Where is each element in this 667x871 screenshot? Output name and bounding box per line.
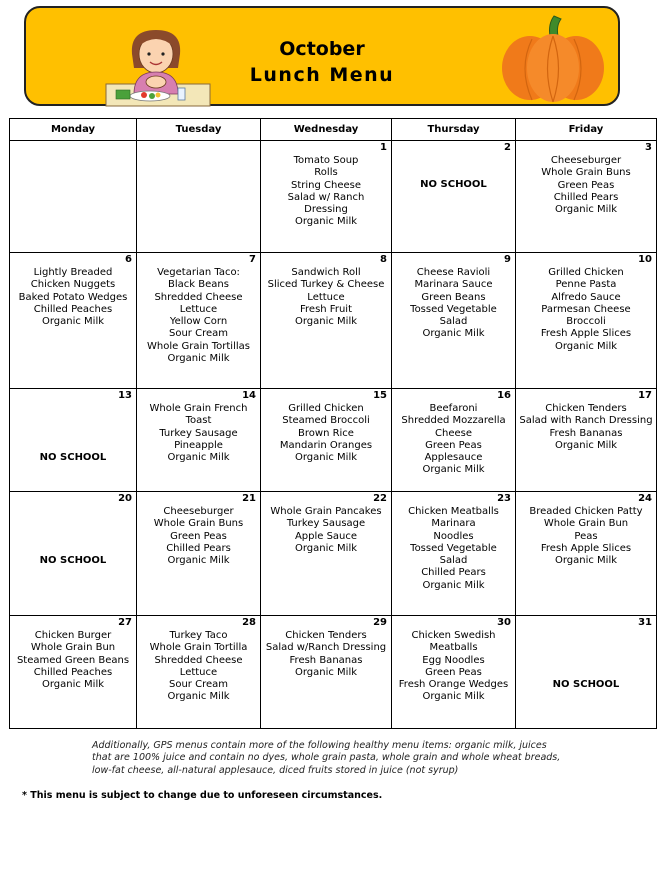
date-number: 28 <box>242 617 256 628</box>
menu-item: Whole Grain French <box>149 403 248 414</box>
footnote-line: Additionally, GPS menus contain more of the following healthy menu items: organic milk, juices <box>92 740 547 751</box>
menu-item: Meatballs <box>429 642 478 654</box>
menu-item: Organic Milk <box>554 439 618 451</box>
date-number: 21 <box>242 493 256 504</box>
menu-item: Tomato Soup <box>293 155 359 166</box>
menu-items <box>516 389 656 452</box>
menu-item: Fresh Bananas <box>549 427 623 439</box>
date-number: 2 <box>504 142 511 153</box>
day-cell <box>261 389 392 492</box>
day-cell <box>516 616 657 729</box>
menu-item: Organic Milk <box>554 340 618 352</box>
menu-item: Salad with Ranch Dressing <box>519 415 653 427</box>
date-number: 31 <box>638 617 652 628</box>
menu-items <box>392 492 515 592</box>
no-school-label: NO SCHOOL <box>39 452 107 463</box>
menu-item: Organic Milk <box>167 555 230 567</box>
date-number: 24 <box>638 493 652 504</box>
menu-items <box>10 141 136 155</box>
menu-item: Chicken Tenders <box>285 630 367 641</box>
menu-item: Fresh Apple Slices <box>540 542 632 554</box>
menu-item: Brown Rice <box>298 427 354 439</box>
menu-item: Alfredo Sauce <box>551 291 621 303</box>
week-row <box>10 616 657 729</box>
day-cell <box>392 141 516 253</box>
date-number: 7 <box>249 254 256 265</box>
date-number: 15 <box>373 390 387 401</box>
menu-items <box>516 253 656 353</box>
day-cell <box>516 141 657 253</box>
menu-item: Salad <box>439 316 468 328</box>
menu-item: Vegetarian Taco: <box>157 267 240 278</box>
menu-item: Sliced Turkey & Cheese <box>267 279 385 291</box>
menu-item: Broccoli <box>566 316 606 328</box>
day-cell <box>261 616 392 729</box>
menu-item: Organic Milk <box>294 216 358 228</box>
menu-item: Penne Pasta <box>555 279 617 291</box>
menu-item: Fresh Orange Wedges <box>398 679 509 691</box>
menu-item: Breaded Chicken Patty <box>529 506 643 517</box>
day-header-monday: Monday <box>10 119 137 141</box>
menu-item: Organic Milk <box>294 316 358 328</box>
day-header-wednesday: Wednesday <box>261 119 392 141</box>
date-number: 14 <box>242 390 256 401</box>
menu-item: Fresh Fruit <box>300 303 352 315</box>
menu-items <box>261 141 391 229</box>
menu-item: Organic Milk <box>422 328 485 340</box>
day-cell <box>137 492 261 616</box>
menu-items <box>261 492 391 555</box>
menu-item: Tossed Vegetable <box>410 542 497 554</box>
menu-item: Whole Grain Pancakes <box>270 506 382 517</box>
menu-item: Whole Grain Buns <box>541 167 631 179</box>
pumpkin-illustration <box>498 14 608 104</box>
menu-item: Green Peas <box>425 666 482 678</box>
menu-item: Whole Grain Buns <box>153 518 244 530</box>
day-cell <box>137 253 261 389</box>
menu-items <box>137 616 260 704</box>
date-number: 13 <box>118 390 132 401</box>
menu-item: Organic Milk <box>294 452 358 464</box>
menu-items <box>261 389 391 464</box>
menu-item: Sour Cream <box>169 328 228 340</box>
day-cell <box>392 389 516 492</box>
day-header-tuesday: Tuesday <box>137 119 261 141</box>
menu-item: Organic Milk <box>554 555 618 567</box>
date-number: 3 <box>645 142 652 153</box>
date-number: 1 <box>380 142 387 153</box>
date-number: 9 <box>504 254 511 265</box>
no-school-label: NO SCHOOL <box>420 179 487 190</box>
menu-item: Parmesan Cheese <box>541 303 631 315</box>
menu-item: Green Peas <box>425 439 482 451</box>
menu-item: Toast <box>185 415 212 427</box>
menu-item: Chicken Burger <box>34 630 112 641</box>
menu-item: Fresh Bananas <box>289 654 363 666</box>
menu-items <box>392 389 515 477</box>
menu-item: Egg Noodles <box>422 654 485 666</box>
lunch-calendar <box>9 118 657 729</box>
menu-items <box>516 492 656 567</box>
no-school-label: NO SCHOOL <box>39 555 107 566</box>
day-cell <box>392 616 516 729</box>
menu-item: Grilled Chicken <box>548 267 624 278</box>
menu-item: Chilled Pears <box>421 567 486 579</box>
menu-item: Shredded Cheese <box>154 291 243 303</box>
footnote-line: low-fat cheese, all-natural applesauce, diced fruits stored in juice (not syrup) <box>92 764 459 776</box>
date-number: 22 <box>373 493 387 504</box>
menu-item: Salad <box>439 555 468 567</box>
menu-item: Rolls <box>314 167 338 179</box>
menu-item: Steamed Broccoli <box>282 415 370 427</box>
date-number: 29 <box>373 617 387 628</box>
healthy-menu-footnote <box>92 740 612 777</box>
menu-item: Sour Cream <box>169 679 228 691</box>
menu-item: Steamed Green Beans <box>16 654 130 666</box>
day-cell <box>10 253 137 389</box>
menu-item: Green Peas <box>170 530 227 542</box>
menu-item: Shredded Cheese <box>154 654 243 666</box>
day-cell <box>137 141 261 253</box>
day-cell <box>516 492 657 616</box>
week-row <box>10 492 657 616</box>
menu-item: Lightly Breaded <box>33 267 113 278</box>
menu-item: Organic Milk <box>422 691 485 703</box>
menu-items <box>137 141 260 155</box>
menu-item: Organic Milk <box>294 666 358 678</box>
menu-item: Salad w/Ranch Dressing <box>265 642 387 654</box>
menu-item: Chilled Pears <box>553 191 619 203</box>
menu-item: Organic Milk <box>41 316 105 328</box>
day-cell <box>10 616 137 729</box>
date-number: 27 <box>118 617 132 628</box>
menu-item: Lettuce <box>307 291 345 303</box>
menu-item: Organic Milk <box>554 204 618 216</box>
day-cell <box>137 389 261 492</box>
menu-item: Organic Milk <box>422 464 485 476</box>
menu-item: Pineapple <box>174 439 223 451</box>
menu-items <box>137 253 260 365</box>
week-row <box>10 253 657 389</box>
menu-items <box>392 616 515 704</box>
menu-item: Black Beans <box>168 279 229 291</box>
date-number: 16 <box>497 390 511 401</box>
day-cell <box>392 253 516 389</box>
menu-item: Salad w/ Ranch <box>287 191 365 203</box>
menu-item: Green Beans <box>421 291 486 303</box>
weekday-header-row <box>10 119 657 141</box>
menu-item: Cheeseburger <box>550 155 622 166</box>
menu-item: Shredded Mozzarella <box>401 415 506 427</box>
menu-disclaimer: * This menu is subject to change due to unforeseen circumstances. <box>22 790 383 801</box>
menu-item: Tossed Vegetable <box>410 303 497 315</box>
menu-item: Grilled Chicken <box>288 403 364 414</box>
day-cell <box>261 141 392 253</box>
menu-item: Chicken Meatballs <box>408 506 499 517</box>
date-number: 30 <box>497 617 511 628</box>
menu-item: Noodles <box>433 530 474 542</box>
menu-item: Organic Milk <box>422 579 485 591</box>
no-school-label: NO SCHOOL <box>552 679 620 690</box>
menu-item: Cheeseburger <box>163 506 234 517</box>
day-cell <box>261 492 392 616</box>
menu-item: String Cheese <box>290 179 361 191</box>
menu-item: Turkey Sausage <box>159 427 238 439</box>
menu-item: Organic Milk <box>167 691 230 703</box>
menu-item: Chilled Peaches <box>33 303 113 315</box>
menu-items <box>392 253 515 341</box>
menu-items <box>261 616 391 679</box>
menu-item: Applesauce <box>424 452 483 464</box>
menu-items <box>10 253 136 328</box>
menu-item: Chicken Nuggets <box>30 279 116 291</box>
day-cell <box>261 253 392 389</box>
menu-item: Fresh Apple Slices <box>540 328 632 340</box>
menu-item: Organic Milk <box>294 542 358 554</box>
header-banner <box>24 6 620 106</box>
menu-item: Chilled Pears <box>166 542 231 554</box>
menu-item: Cheese <box>435 427 472 439</box>
menu-item: Baked Potato Wedges <box>18 291 128 303</box>
menu-item: Green Peas <box>557 179 615 191</box>
menu-item: Apple Sauce <box>294 530 358 542</box>
menu-item: Cheese Ravioli <box>416 267 491 278</box>
menu-item: Turkey Sausage <box>286 518 366 530</box>
day-cell <box>10 141 137 253</box>
footnote-line: that are 100% juice and contain no dyes, whole grain pasta, whole grain and whole wheat breads, <box>92 752 561 764</box>
menu-item: Chicken Swedish <box>411 630 496 641</box>
menu-items <box>261 253 391 328</box>
week-row <box>10 389 657 492</box>
menu-item: Whole Grain Bun <box>30 642 116 654</box>
week-row <box>10 141 657 253</box>
menu-item: Yellow Corn <box>169 316 228 328</box>
menu-item: Whole Grain Tortillas <box>147 340 250 352</box>
menu-subtitle: Lunch Menu <box>249 64 395 86</box>
day-cell <box>516 253 657 389</box>
menu-item: Organic Milk <box>41 679 105 691</box>
menu-item: Whole Grain Tortilla <box>149 642 248 654</box>
day-header-friday: Friday <box>516 119 657 141</box>
menu-item: Chicken Tenders <box>545 403 627 414</box>
date-number: 8 <box>380 254 387 265</box>
date-number: 17 <box>638 390 652 401</box>
menu-item: Peas <box>574 530 598 542</box>
menu-item: Chilled Peaches <box>33 666 113 678</box>
menu-item: Sandwich Roll <box>291 267 361 278</box>
menu-month-title: October <box>279 38 365 60</box>
day-cell <box>10 389 137 492</box>
menu-item: Organic Milk <box>167 353 230 365</box>
day-header-thursday: Thursday <box>392 119 516 141</box>
date-number: 10 <box>638 254 652 265</box>
date-number: 6 <box>125 254 132 265</box>
date-number: 20 <box>118 493 132 504</box>
menu-item: Mandarin Oranges <box>279 439 373 451</box>
menu-item: Whole Grain Bun <box>543 518 629 530</box>
date-number: 23 <box>497 493 511 504</box>
menu-item: Organic Milk <box>167 452 230 464</box>
menu-item: Marinara Sauce <box>414 279 493 291</box>
menu-item: Lettuce <box>179 666 218 678</box>
menu-items <box>516 141 656 216</box>
menu-item: Beefaroni <box>429 403 478 414</box>
day-cell <box>137 616 261 729</box>
menu-item: Lettuce <box>179 303 218 315</box>
day-cell <box>10 492 137 616</box>
day-cell <box>392 492 516 616</box>
menu-item: Dressing <box>304 204 348 216</box>
menu-item: Turkey Taco <box>169 630 228 641</box>
day-cell <box>516 389 657 492</box>
menu-item: Marinara <box>431 518 476 530</box>
